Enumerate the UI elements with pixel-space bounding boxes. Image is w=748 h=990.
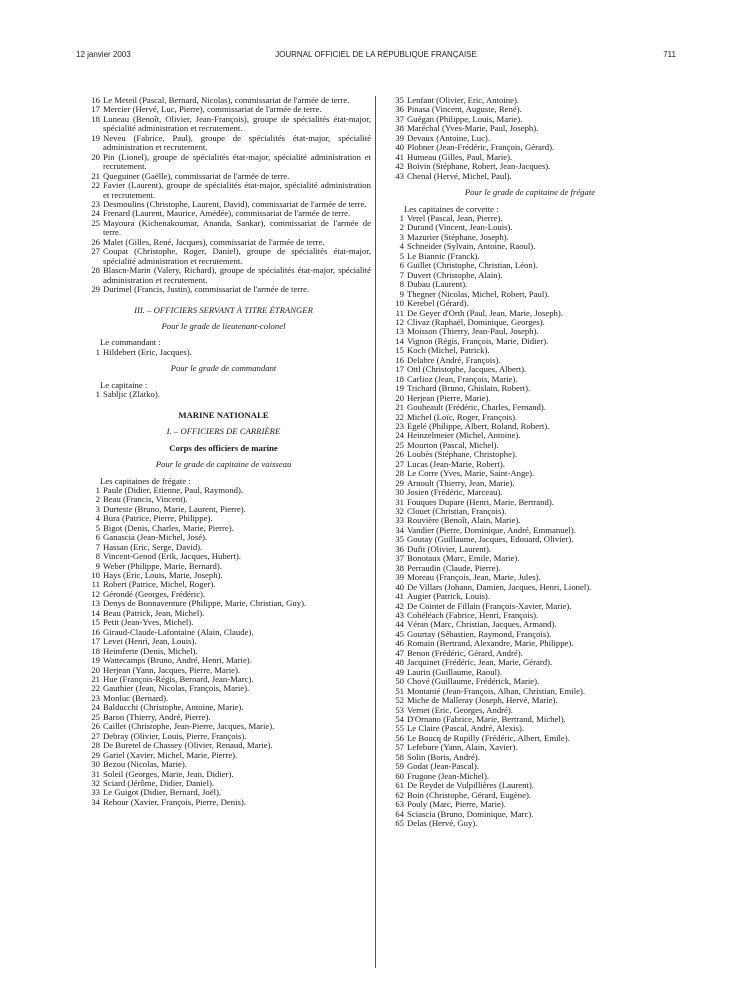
entry-number: 30	[395, 487, 404, 498]
entry-text: Blascn-Marin (Valery, Richard), groupe de spécialités état-major, spécialité administration et recrutement.	[103, 265, 371, 285]
entry-number: 24	[91, 702, 100, 713]
entry-text: Humeau (Gilles, Paul, Marie).	[407, 151, 513, 162]
entry-text: Durand (Vincent, Jean-Louis).	[407, 222, 513, 233]
entry-text: Rebour (Xavier, François, Pierre, Denis).	[103, 796, 246, 807]
entry-text: Lefebure (Yann, Alain, Xavier).	[407, 742, 518, 753]
entry-number: 1	[95, 346, 100, 357]
entry-text: Chové (Guillaume, Frédérick, Marie).	[407, 676, 540, 687]
entry-number: 29	[91, 284, 100, 295]
entry-text: Sciascia (Bruno, Dominique, Marc).	[407, 808, 534, 819]
entry-text: Beau (Patrick, Jean, Michel).	[103, 607, 205, 618]
entry-number: 1	[95, 389, 100, 400]
entry-number: 41	[395, 151, 404, 162]
entry-number: 27	[395, 458, 404, 469]
entry-number: 58	[395, 751, 404, 762]
entry-number: 59	[395, 761, 404, 772]
entry-text: Debray (Olivier, Louis, Pierre, François).	[103, 730, 247, 741]
entry-text: Heinzelmeier (Michel, Antoine).	[407, 430, 521, 441]
list-item	[380, 172, 680, 181]
entry-number: 31	[91, 768, 100, 779]
entry-number: 24	[395, 430, 404, 441]
entry-text: Baron (Thierry, André, Pierre).	[103, 711, 211, 722]
entry-number: 39	[395, 132, 404, 143]
list-item	[76, 134, 371, 153]
list-item	[380, 819, 680, 828]
section-heading-foreign-officers: III. – OFFICIERS SERVANT À TITRE ÉTRANGER	[134, 304, 313, 315]
entry-text: Fouques Dupare (Henri, Marie, Bertrand).	[407, 496, 554, 507]
entry-text: Loubès (Stéphane, Christophe).	[407, 449, 518, 460]
entry-text: Soleil (Georges, Marie, Jean, Didier).	[103, 768, 234, 779]
entry-number: 14	[91, 607, 100, 618]
entry-text: Herjean (Pierre, Marie).	[407, 392, 491, 403]
entry-text: Paule (Didier, Etienne, Paul, Raymond).	[103, 484, 244, 495]
grade-heading-capitaine-de-vaisseau: Pour le grade de capitaine de vaisseau	[155, 459, 292, 470]
entry-number: 12	[91, 588, 100, 599]
entry-text: Levet (Henri, Jean, Louis).	[103, 636, 197, 647]
entry-text: Mercier (Hervé, Luc, Pierre), commissariat de l'armée de terre.	[103, 104, 322, 115]
entry-text: Sciard (Jérôme, Didier, Daniel).	[103, 778, 215, 788]
entry-number: 33	[395, 515, 404, 526]
entry-text: Le Guigot (Didier, Bernard, Joël).	[103, 787, 222, 798]
entry-text: Rouvière (Benoît, Alain, Marie).	[407, 515, 521, 526]
entry-text: Sabljic (Zlatko).	[103, 389, 160, 400]
page-number: 711	[663, 50, 676, 59]
entry-text: Vandier (Pierre, Dominique, André, Emmanuel).	[407, 524, 576, 535]
entry-text: Malet (Gilles, René, Jacques), commissariat de l'armée de terre.	[103, 236, 325, 247]
list-intro-capitaines-de-corvette: Les capitaines de corvette :	[404, 203, 499, 214]
entry-text: De Geyer d'Orth (Paul, Jean, Marie, Joseph).	[407, 307, 563, 318]
entry-text: Thegner (Nicolas, Michel, Robert, Paul).	[407, 288, 550, 299]
entry-number: 51	[395, 685, 404, 696]
entry-text: Giraud-Claude-Lafontaine (Alain, Claude).	[103, 626, 254, 637]
entry-number: 21	[91, 674, 100, 685]
entry-number: 23	[395, 420, 404, 431]
entry-number: 52	[395, 695, 404, 706]
entry-number: 4	[95, 513, 100, 524]
entry-number: 42	[395, 161, 404, 172]
entry-text: Lenfant (Olivier, Eric, Antoine).	[407, 95, 520, 105]
entry-number: 46	[395, 638, 404, 649]
marine-nationale-title: MARINE NATIONALE	[178, 409, 269, 420]
entry-text: Petit (Jean-Yves, Michel).	[103, 617, 194, 628]
entry-text: Kerebel (Gérard).	[407, 298, 469, 309]
column-divider	[375, 96, 376, 968]
entry-text: Devaux (Antoine, Luc).	[407, 132, 490, 143]
capitaine-de-fregate-list	[380, 214, 680, 828]
entry-text: Desmoulins (Christophe, Laurent, David), commissariat de l'armée de terre.	[103, 198, 367, 209]
list-item	[76, 181, 371, 200]
entry-number: 41	[395, 591, 404, 602]
entry-number: 5	[399, 250, 404, 261]
entry-number: 32	[395, 506, 404, 517]
entry-text: Le Corre (Yves, Marie, Saint-Ange).	[407, 468, 535, 479]
left-column	[76, 96, 371, 807]
entry-number: 21	[91, 170, 100, 181]
entry-number: 61	[395, 780, 404, 791]
entry-text: Clouet (Christian, François).	[407, 506, 507, 517]
entry-number: 40	[395, 581, 404, 592]
entry-text: Le Boucq de Rupilly (Frédéric, Albert, Emile).	[407, 732, 570, 743]
entry-text: Goutay (Guillaume, Jacques, Edouard, Olivier).	[407, 534, 574, 545]
entry-number: 4	[399, 241, 404, 252]
entry-text: Neveu (Fabrice, Paul), groupe de spécialités état-major, spécialité administration et recrutement.	[103, 132, 371, 153]
entry-number: 25	[91, 711, 100, 722]
entry-text: Verel (Pascal, Jean, Pierre).	[407, 212, 503, 223]
entry-number: 28	[91, 740, 100, 751]
entry-number: 35	[395, 534, 404, 545]
list-item	[76, 219, 371, 238]
entry-number: 32	[91, 778, 100, 788]
entry-number: 23	[91, 198, 100, 209]
list-item	[76, 348, 371, 357]
entry-number: 19	[91, 655, 100, 666]
army-list-continued	[76, 96, 371, 295]
entry-text: Hue (François-Régis, Bernard, Jean-Marc).	[103, 674, 254, 685]
entry-text: Coupat (Christophe, Roger, Daniel), groupe de spécialités état-major, spécialité administration et recrutement.	[103, 246, 371, 266]
entry-text: Heimferte (Denis, Michel).	[103, 645, 198, 656]
entry-number: 17	[91, 636, 100, 647]
entry-text: Egelé (Philippe, Albert, Roland, Robert).	[407, 420, 550, 431]
entry-text: De Villars (Johann, Damien, Jacques, Henri, Lionel).	[407, 581, 592, 592]
section-heading-career-officers: I. – OFFICIERS DE CARRIÈRE	[166, 426, 281, 437]
entry-number: 2	[399, 222, 404, 233]
entry-text: Moreau (François, Jean, Marie, Jules).	[407, 572, 541, 583]
entry-text: Guillet (Christophe, Christian, Léon).	[407, 260, 538, 271]
entry-text: Laurin (Guillaume, Raoul).	[407, 666, 503, 677]
entry-text: Pinasa (Vincent, Auguste, René).	[407, 104, 522, 115]
entry-text: Favier (Laurent), groupe de spécialités état-major, spécialité administration et recrutement.	[103, 180, 371, 200]
entry-text: Luneau (Benoît, Olivier, Jean-François), groupe de spécialités état-major, spécialité administration et recrutement.	[103, 113, 371, 134]
list-item	[76, 247, 371, 266]
entry-text: De Cointet de Fillain (François-Xavier, Marie).	[407, 600, 572, 611]
entry-number: 33	[91, 787, 100, 798]
list-intro-capitaine: Le capitaine :	[100, 379, 148, 390]
entry-text: Weber (Philippe, Marie, Bernard).	[103, 560, 222, 571]
corps-heading: Corps des officiers de marine	[169, 442, 278, 453]
entry-number: 6	[95, 532, 100, 543]
entry-text: Koch (Michel, Patrick).	[407, 345, 490, 356]
entry-number: 28	[91, 265, 100, 276]
entry-number: 63	[395, 799, 404, 810]
journal-title: JOURNAL OFFICIEL DE LA RÉPUBLIQUE FRANÇAISE	[275, 50, 477, 59]
entry-number: 44	[395, 619, 404, 630]
entry-number: 22	[395, 411, 404, 422]
entry-number: 35	[395, 95, 404, 105]
entry-number: 26	[91, 236, 100, 247]
entry-text: Mourton (Pascal, Michel).	[407, 439, 499, 450]
entry-text: Wattecamps (Bruno, André, Henri, Marie).	[103, 655, 252, 666]
entry-number: 43	[395, 170, 404, 181]
entry-text: Frugone (Jean-Michel).	[407, 770, 490, 781]
entry-text: Godat (Jean-Pascal).	[407, 761, 479, 772]
entry-text: Chenal (Hervé, Michel, Paul).	[407, 170, 512, 181]
entry-number: 57	[395, 742, 404, 753]
entry-text: Bonotaux (Marc, Emile, Marie).	[407, 553, 520, 564]
entry-number: 37	[395, 113, 404, 124]
entry-number: 29	[395, 477, 404, 488]
entry-number: 17	[91, 104, 100, 115]
entry-text: Boin (Christophe, Gérard, Eugène).	[407, 789, 532, 800]
list-item	[76, 285, 371, 294]
entry-number: 3	[95, 503, 100, 514]
entry-text: Denys de Bonnaventure (Philippe, Marie, Christian, Guy).	[103, 598, 307, 609]
entry-number: 18	[91, 645, 100, 656]
entry-text: De Buretel de Chassey (Olivier, Renaud, Marie).	[103, 740, 273, 751]
list-item	[76, 798, 371, 807]
entry-number: 29	[91, 749, 100, 760]
entry-number: 27	[91, 246, 100, 257]
entry-number: 15	[91, 617, 100, 628]
entry-text: Clivaz (Raphaël, Dominique, Georges).	[407, 316, 545, 327]
entry-number: 11	[91, 579, 100, 590]
entry-text: Vignon (Régis, François, Marie, Didier).	[407, 335, 549, 346]
entry-number: 16	[91, 95, 100, 105]
entry-number: 26	[91, 721, 100, 732]
entry-number: 13	[91, 598, 100, 609]
entry-number: 47	[395, 647, 404, 658]
entry-text: Queguiner (Gaëlle), commissariat de l'armée de terre.	[103, 170, 290, 181]
entry-number: 2	[95, 494, 100, 505]
entry-text: Carlioz (Jean, François, Marie).	[407, 373, 518, 384]
entry-text: Cohéléach (Fabrice, Henri, François).	[407, 610, 539, 621]
entry-number: 3	[399, 231, 404, 242]
entry-number: 6	[399, 260, 404, 271]
entry-text: De Reydet de Vulpillières (Laurent).	[407, 780, 534, 791]
entry-text: Hays (Eric, Louis, Marie, Joseph).	[103, 570, 223, 581]
list-intro-capitaines-de-fregate: Les capitaines de frégate :	[100, 475, 191, 486]
entry-number: 55	[395, 723, 404, 734]
entry-text: Le Biannic (Franck).	[407, 250, 480, 261]
entry-text: Schneider (Sylvain, Antoine, Raoul).	[407, 241, 536, 252]
entry-number: 16	[91, 626, 100, 637]
list-item	[76, 266, 371, 285]
entry-number: 17	[395, 364, 404, 375]
entry-text: Pin (Lionel), groupe de spécialités état-major, spécialité administration et recrutement.	[103, 151, 371, 172]
entry-number: 15	[395, 345, 404, 356]
entry-number: 23	[91, 692, 100, 703]
entry-number: 5	[95, 522, 100, 533]
entry-text: Duvert (Christophe, Alain).	[407, 269, 503, 280]
entry-text: Miche de Malleray (Joseph, Hervé, Marie).	[407, 695, 558, 706]
entry-number: 9	[399, 288, 404, 299]
entry-number: 16	[395, 354, 404, 365]
entry-number: 48	[395, 657, 404, 668]
capitaine-de-vaisseau-list-continued	[380, 96, 680, 181]
page-header	[76, 50, 676, 64]
entry-text: Véran (Marc, Christian, Jacques, Armand).	[407, 619, 557, 630]
entry-number: 10	[91, 570, 100, 581]
entry-text: Maréchal (Yves-Marie, Paul, Joseph).	[407, 123, 539, 134]
entry-text: Monluc (Bernard).	[103, 692, 169, 703]
entry-number: 18	[395, 373, 404, 384]
entry-text: Ganascia (Jean-Michel, José).	[103, 532, 208, 543]
entry-number: 25	[91, 217, 100, 228]
entry-text: Moisson (Thierry, Jean-Paul, Joseph).	[407, 326, 539, 337]
entry-number: 25	[395, 439, 404, 450]
entry-text: Herjean (Yann, Jacques, Pierre, Marie).	[103, 664, 241, 675]
entry-number: 7	[95, 541, 100, 552]
entry-number: 20	[91, 664, 100, 675]
entry-text: Jacquinet (Frédéric, Jean, Marie, Gérard).	[407, 657, 553, 668]
entry-number: 34	[91, 796, 100, 807]
entry-number: 7	[399, 269, 404, 280]
entry-text: Robert (Patrice, Michel, Roger).	[103, 579, 216, 590]
right-column	[380, 96, 680, 828]
list-item	[76, 153, 371, 172]
entry-text: Bezou (Nicolas, Marie).	[103, 759, 187, 770]
list-intro-commandant: Le commandant :	[100, 337, 161, 348]
entry-text: Bigot (Denis, Charles, Marie, Pierre).	[103, 522, 234, 533]
entry-text: Ottl (Christophe, Jacques, Albert).	[407, 364, 527, 375]
entry-text: Le Meteil (Pascal, Bernard, Nicolas), commissariat de l'armée de terre.	[103, 95, 350, 105]
entry-number: 38	[395, 123, 404, 134]
entry-number: 64	[395, 808, 404, 819]
entry-number: 8	[399, 279, 404, 290]
entry-number: 36	[395, 104, 404, 115]
entry-text: Durteste (Bruno, Marie, Laurent, Pierre).	[103, 503, 246, 514]
entry-number: 20	[395, 392, 404, 403]
grade-heading-lieutenant-colonel: Pour le grade de lieutenant-colonel	[161, 320, 286, 331]
entry-text: Delabre (André, François).	[407, 354, 501, 365]
entry-text: Pouly (Marc, Pierre, Marie).	[407, 799, 506, 810]
entry-text: Durimel (Francis, Justin), commissariat de l'armée de terre.	[103, 284, 310, 295]
entry-text: Gourtay (Sébastien, Raymond, François).	[407, 628, 552, 639]
grade-heading-capitaine-de-fregate: Pour le grade de capitaine de frégate	[464, 187, 596, 198]
entry-text: Lucas (Jean-Marie, Robert).	[407, 458, 505, 469]
entry-number: 30	[91, 759, 100, 770]
entry-text: D'Ornano (Fabrice, Marie, Bertrand, Michel).	[407, 714, 566, 724]
entry-number: 54	[395, 714, 404, 724]
entry-number: 28	[395, 468, 404, 479]
entry-text: Caillet (Christophe, Jean-Pierre, Jacques, Marie).	[103, 721, 275, 732]
entry-text: Benon (Frédéric, Gérard, André).	[407, 647, 523, 658]
entry-text: Guégan (Philippe, Louis, Marie).	[407, 113, 523, 124]
entry-number: 56	[395, 732, 404, 743]
entry-text: Arnoult (Thierry, Jean, Marie).	[407, 477, 515, 488]
entry-number: 1	[399, 212, 404, 223]
entry-text: Romain (Bertrand, Alexandre, Marie, Philippe).	[407, 638, 574, 649]
entry-number: 21	[395, 402, 404, 413]
entry-number: 39	[395, 572, 404, 583]
entry-number: 49	[395, 666, 404, 677]
entry-text: Josien (Frédéric, Marceau).	[407, 487, 503, 498]
entry-number: 26	[395, 449, 404, 460]
entry-number: 31	[395, 496, 404, 507]
entry-text: Bura (Patrice, Pierre, Philippe).	[103, 513, 213, 524]
entry-number: 60	[395, 770, 404, 781]
entry-text: Mazurier (Stéphane, Joseph).	[407, 231, 509, 242]
entry-number: 1	[95, 484, 100, 495]
entry-text: Balducchi (Christophe, Antoine, Marie).	[103, 702, 244, 713]
entry-text: Gauthier (Jean, Nicolas, François, Marie).	[103, 683, 250, 694]
header-date: 12 janvier 2003	[76, 50, 131, 59]
entry-number: 27	[91, 730, 100, 741]
entry-number: 14	[395, 335, 404, 346]
entry-number: 38	[395, 562, 404, 573]
entry-number: 43	[395, 610, 404, 621]
entry-number: 53	[395, 704, 404, 715]
entry-text: Perraudin (Claude, Pierre).	[407, 562, 501, 573]
entry-text: Frenard (Laurent, Maurice, Amédée), commissariat de l'armée de terre.	[103, 208, 351, 219]
entry-number: 8	[95, 551, 100, 562]
entry-text: Trichard (Bruno, Ghislain, Robert).	[407, 383, 531, 394]
entry-text: Montanié (Jean-François, Alban, Christian, Emile).	[407, 685, 586, 696]
entry-number: 42	[395, 600, 404, 611]
entry-text: Gariel (Xavier, Michel, Marie, Pierre).	[103, 749, 238, 760]
entry-text: Vernet (Eric, Georges, André).	[407, 704, 513, 715]
grade-heading-commandant: Pour le grade de commandant	[170, 363, 277, 374]
entry-text: Gouheault (Frédéric, Charles, Fernand).	[407, 402, 546, 413]
entry-number: 10	[395, 298, 404, 309]
entry-text: Hassan (Eric, Serge, David).	[103, 541, 203, 552]
entry-number: 40	[395, 142, 404, 153]
entry-number: 34	[395, 524, 404, 535]
entry-number: 50	[395, 676, 404, 687]
list-item	[76, 390, 371, 399]
entry-number: 22	[91, 180, 100, 191]
entry-number: 45	[395, 628, 404, 639]
entry-text: Delas (Hervé, Guy).	[407, 817, 478, 828]
entry-number: 36	[395, 543, 404, 554]
entry-number: 13	[395, 326, 404, 337]
entry-text: Michel (Loïc, Roger, François).	[407, 411, 518, 422]
entry-number: 19	[395, 383, 404, 394]
entry-number: 37	[395, 553, 404, 564]
entry-number: 12	[395, 316, 404, 327]
entry-text: Augier (Patrick, Louis).	[407, 591, 490, 602]
entry-text: Boivin (Stéphane, Robert, Jean-Jacques).	[407, 161, 551, 172]
entry-text: Dufit (Olivier, Laurent).	[407, 543, 492, 554]
entry-text: Le Claire (Pascal, André, Alexis).	[407, 723, 525, 734]
entry-number: 18	[91, 113, 100, 124]
entry-number: 20	[91, 151, 100, 162]
entry-number: 62	[395, 789, 404, 800]
entry-text: Vincent-Genod (Erik, Jacques, Hubert).	[103, 551, 241, 562]
entry-text: Gérondé (Georges, Frédéric).	[103, 588, 206, 599]
capitaine-de-vaisseau-list	[76, 486, 371, 807]
entry-text: Beau (Francis, Vincent).	[103, 494, 188, 505]
list-item	[76, 115, 371, 134]
entry-text: Plobner (Jean-Frédéric, François, Gérard).	[407, 142, 555, 153]
entry-number: 65	[395, 817, 404, 828]
entry-number: 19	[91, 132, 100, 143]
entry-text: Mayoura (Kichenakoumar, Ananda, Sankar), commissariat de l'armée de terre.	[103, 217, 371, 238]
entry-number: 11	[395, 307, 404, 318]
entry-number: 22	[91, 683, 100, 694]
entry-text: Dubau (Laurent).	[407, 279, 468, 290]
entry-text: Hildebert (Eric, Jacques).	[103, 346, 192, 357]
entry-number: 24	[91, 208, 100, 219]
entry-number: 9	[95, 560, 100, 571]
entry-text: Solin (Boris, André).	[407, 751, 480, 762]
